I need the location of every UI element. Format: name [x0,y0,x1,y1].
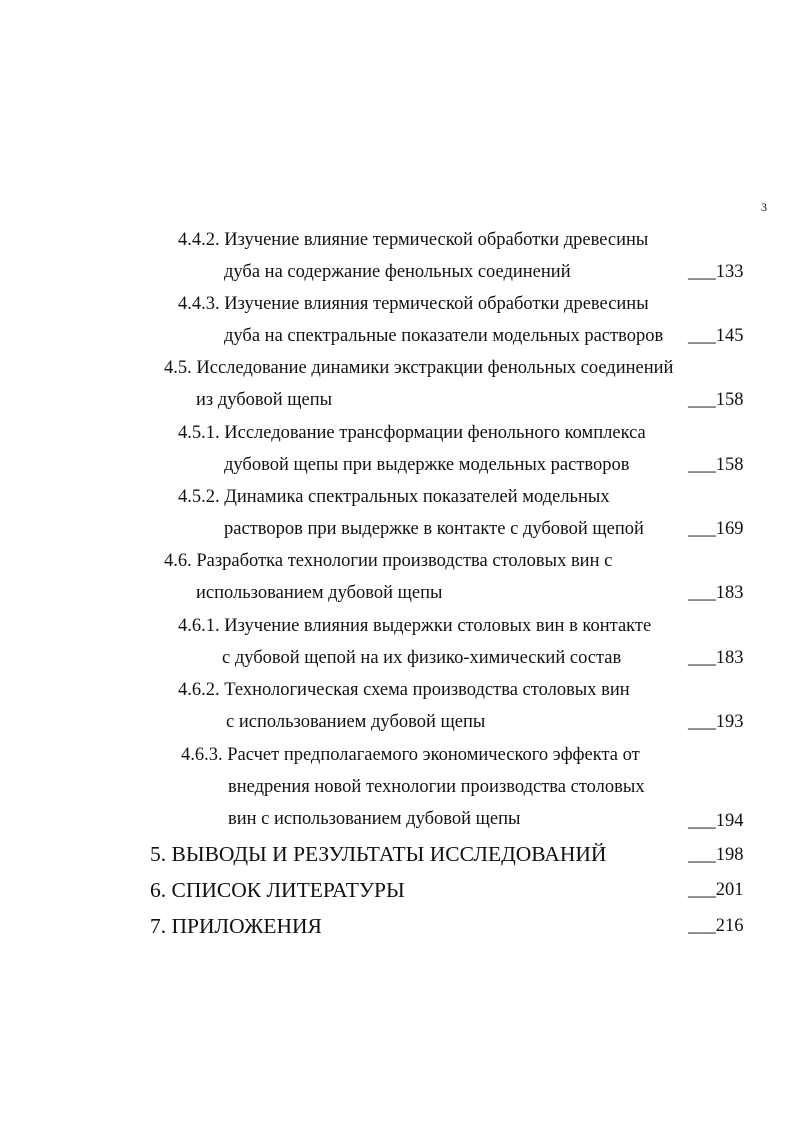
toc-entry-5: 5. ВЫВОДЫ И РЕЗУЛЬТАТЫ ИССЛЕДОВАНИЙ [150,842,607,866]
toc-entry-4-4-3-page: ___145 [688,326,744,346]
toc-entry-4-6-line-1: 4.6. Разработка технологии производства столовых вин с [164,551,613,571]
toc-entry-4-6-2-line-2: с использованием дубовой щепы [226,712,486,732]
toc-entry-4-4-3-line-1: 4.4.3. Изучение влияния термической обработки древесины [178,294,649,314]
toc-entry-4-6-line-2: использованием дубовой щепы [196,583,443,603]
toc-entry-4-5-line-1: 4.5. Исследование динамики экстракции фенольных соединений [164,358,674,378]
toc-entry-7: 7. ПРИЛОЖЕНИЯ [150,914,322,938]
toc-entry-5-page: ___198 [688,845,744,865]
toc-entry-4-6-1-line-2: с дубовой щепой на их физико-химический состав [222,648,622,668]
toc-entry-4-4-2-line-2: дуба на содержание фенольных соединений [224,262,571,282]
toc-entry-4-4-2-line-1: 4.4.2. Изучение влияние термической обработки древесины [178,230,649,250]
toc-entry-4-6-2-page: ___193 [688,712,744,732]
toc-entry-4-5-line-2: из дубовой щепы [196,390,333,410]
toc-entry-4-6-page: ___183 [688,583,744,603]
toc-entry-4-6-3-line-1: 4.6.3. Расчет предполагаемого экономического эффекта от [181,745,640,765]
toc-entry-4-6-3-line-2: внедрения новой технологии производства столовых [228,777,645,797]
toc-entry-4-6-3-page: ___194 [688,811,744,831]
toc-entry-4-6-3-line-3: вин с использованием дубовой щепы [228,809,521,829]
toc-entry-4-6-2-line-1: 4.6.2. Технологическая схема производства столовых вин [178,680,630,700]
toc-entry-4-6-1-line-1: 4.6.1. Изучение влияния выдержки столовых вин в контакте [178,616,652,636]
toc-entry-6-page: ___201 [688,880,744,900]
toc-entry-4-4-2-page: ___133 [688,262,744,282]
toc-entry-4-5-1-page: ___158 [688,455,744,475]
toc-entry-7-page: ___216 [688,916,744,936]
toc-entry-4-5-2-line-1: 4.5.2. Динамика спектральных показателей модельных [178,487,610,507]
toc-entry-4-6-1-page: ___183 [688,648,744,668]
toc-entry-4-5-page: ___158 [688,390,744,410]
page-number: 3 [761,200,767,214]
toc-entry-4-5-1-line-1: 4.5.1. Исследование трансформации фенольного комплекса [178,423,646,443]
toc-entry-4-4-3-line-2: дуба на спектральные показатели модельных растворов [224,326,664,346]
toc-entry-4-5-2-line-2: растворов при выдержке в контакте с дубовой щепой [224,519,644,539]
toc-entry-4-5-1-line-2: дубовой щепы при выдержке модельных растворов [224,455,630,475]
toc-entry-6: 6. СПИСОК ЛИТЕРАТУРЫ [150,878,405,902]
toc-entry-4-5-2-page: ___169 [688,519,744,539]
